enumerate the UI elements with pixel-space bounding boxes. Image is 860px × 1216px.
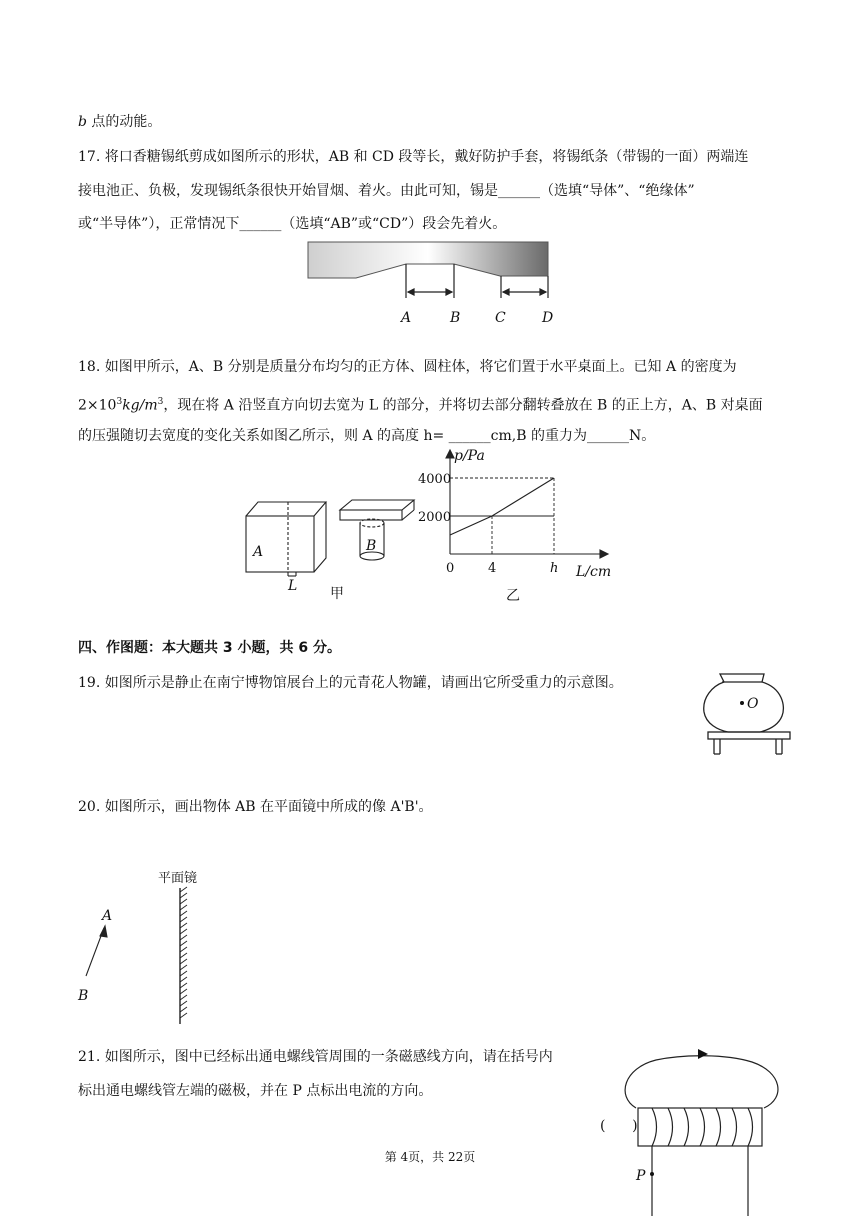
- point-p: [650, 1172, 654, 1176]
- mirror-hatch: [180, 905, 187, 910]
- mirror-hatch: [180, 899, 187, 904]
- jar-figure: [698, 668, 798, 760]
- mirror-hatch: [180, 1013, 187, 1018]
- mirror-hatch: [180, 971, 187, 976]
- mirror-hatch: [180, 1007, 187, 1012]
- label-o: O: [747, 696, 759, 712]
- q18-line2-c: ，现在将 A 沿竖直方向切去宽为 L 的部分，并将切去部分翻转叠放在 B 的正上方，A、B 对桌面: [163, 397, 763, 414]
- mirror-hatch: [180, 1001, 187, 1006]
- q17-line2: 接电池正、负极，发现锡纸条很快开始冒烟、着火。由此可知，锡是______（选填“导体”、“绝缘体”: [78, 183, 695, 199]
- mirror-hatch: [180, 947, 187, 952]
- q18-line3: 的压强随切去宽度的变化关系如图乙所示，则 A 的高度 h= ______cm,B 的重力为______N。: [78, 428, 656, 444]
- x-tick-0: 0: [446, 561, 455, 576]
- x-axis-label: L/cm: [576, 564, 612, 580]
- mirror-hatch: [180, 935, 187, 940]
- label-p: P: [636, 1168, 646, 1184]
- page-footer: 第 4页，共 22页: [384, 1150, 476, 1164]
- mirror-hatch: [180, 965, 187, 970]
- label-a-cube: A: [253, 544, 264, 560]
- foil-label-c: C: [495, 310, 506, 326]
- caption-jia: 甲: [330, 586, 344, 602]
- q21-line1: 21. 如图所示，图中已经标出通电螺线管周围的一条磁感线方向，请在括号内: [78, 1049, 553, 1065]
- field-line: [625, 1056, 778, 1108]
- y-tick-2000: 2000: [418, 510, 452, 525]
- solenoid-figure: [596, 1040, 800, 1216]
- mirror-hatch: [180, 911, 187, 916]
- figure-jia: [238, 490, 418, 602]
- mirror-figure: [70, 864, 220, 1028]
- mirror-hatch: [180, 929, 187, 934]
- label-l: L: [288, 578, 298, 594]
- q20-text: 20. 如图所示，画出物体 AB 在平面镜中所成的像 A'B'。: [78, 799, 433, 815]
- label-b-object: B: [78, 988, 89, 1004]
- mirror-hatch: [180, 953, 187, 958]
- center-point-o: [740, 701, 744, 705]
- q18-sup2: 3: [157, 397, 164, 407]
- q18-line2-b: kg/m: [122, 397, 158, 414]
- q18-line2: [78, 392, 763, 416]
- mirror-hatch: [180, 959, 187, 964]
- q19-text: 19. 如图所示是静止在南宁博物馆展台上的元青花人物罐，请画出它所受重力的示意图。: [78, 675, 623, 691]
- foil-strip: [308, 242, 548, 278]
- pole-bracket: ( ): [600, 1118, 638, 1134]
- figure-yi-chart: [418, 446, 618, 606]
- mirror-label: 平面镜: [158, 871, 198, 886]
- foil-label-a: A: [401, 310, 412, 326]
- x-tick-h: h: [550, 561, 559, 576]
- q16-tail: [78, 112, 161, 132]
- stand-top: [708, 732, 790, 739]
- mirror-hatch: [180, 977, 187, 982]
- x-tick-4: 4: [488, 561, 497, 576]
- q17-line3: 或“半导体”），正常情况下______（选填“AB”或“CD”）段会先着火。: [78, 216, 507, 232]
- q21-line2: 标出通电螺线管左端的磁极，并在 P 点标出电流的方向。: [78, 1083, 433, 1099]
- y-tick-4000: 4000: [418, 472, 452, 487]
- series-line-1: [450, 478, 554, 535]
- y-axis-label: p/Pa: [454, 448, 485, 464]
- q16-var: b: [78, 114, 87, 130]
- label-a-object: A: [102, 908, 113, 924]
- mirror-hatch: [180, 887, 187, 892]
- foil-label-b: B: [450, 310, 461, 326]
- foil-strip-figure: [300, 238, 560, 330]
- mirror-hatch: [180, 941, 187, 946]
- mirror-hatch: [180, 893, 187, 898]
- section4-title: 四、作图题：本大题共 3 小题，共 6 分。: [78, 640, 341, 656]
- coil: [652, 1108, 753, 1146]
- mirror-hatch: [180, 923, 187, 928]
- mirror-hatch: [180, 989, 187, 994]
- q18-line1: 18. 如图甲所示，A、B 分别是质量分布均匀的正方体、圆柱体，将它们置于水平桌面上。已知 A 的密度为: [78, 359, 737, 375]
- q16-text: 点的动能。: [86, 114, 162, 130]
- mirror-hatch: [180, 995, 187, 1000]
- q18-sup1: 3: [116, 397, 123, 407]
- cut-slab: [340, 500, 414, 510]
- mirror-hatch: [180, 983, 187, 988]
- q17-line1: 17. 将口香糖锡纸剪成如图所示的形状，AB 和 CD 段等长，戴好防护手套，将锡纸条（带锡的一面）两端连: [78, 149, 749, 165]
- caption-yi: 乙: [506, 588, 520, 604]
- q18-line2-a: 2×10: [78, 397, 117, 414]
- field-direction-arrow: [698, 1049, 708, 1059]
- label-b-cylinder: B: [366, 538, 377, 554]
- mirror-hatch: [180, 917, 187, 922]
- foil-label-d: D: [542, 310, 554, 326]
